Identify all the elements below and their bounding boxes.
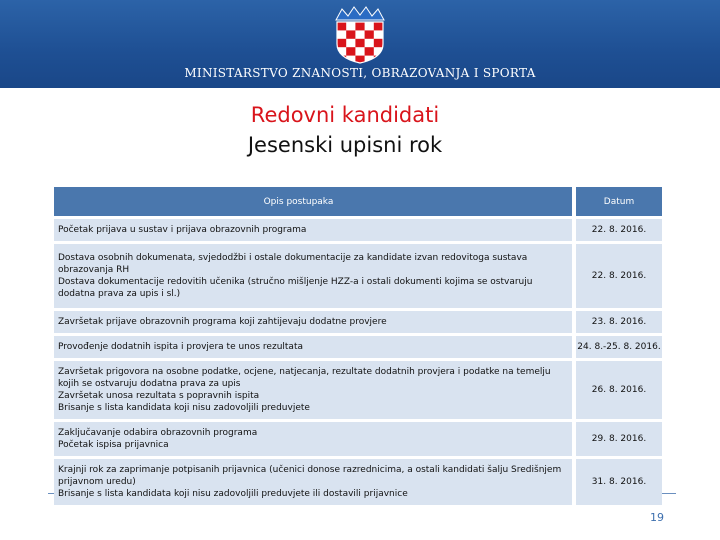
table-row — [54, 459, 662, 505]
row-description — [54, 422, 572, 456]
description-line: Brisanje s lista kandidata koji nisu zadovoljili preduvjete — [58, 403, 310, 413]
table-header-row — [54, 187, 662, 216]
description-line: dodatna prava za upis i sl.) — [58, 289, 181, 299]
description-line: Zaključavanje odabira obrazovnih programa — [58, 428, 258, 438]
croatian-coat-of-arms-icon — [333, 6, 387, 64]
description-line: prijavnom uredu) — [58, 477, 136, 487]
description-line: Završetak unosa rezultata s popravnih ispita — [58, 391, 260, 401]
description-line: obrazovanja RH — [58, 265, 130, 275]
schedule-table — [54, 184, 662, 508]
row-description — [54, 336, 572, 358]
table-row — [54, 244, 662, 308]
row-date: 22. 8. 2016. — [576, 244, 662, 308]
description-line: Završetak prijave obrazovnih programa koji zahtijevaju dodatne provjere — [58, 317, 387, 327]
title-line-1: Redovni kandidati — [250, 103, 440, 127]
header-date: Datum — [576, 187, 662, 216]
page-number: 19 — [650, 511, 664, 524]
ministry-name: MINISTARSTVO ZNANOSTI, OBRAZOVANJA I SPORTA — [184, 66, 536, 80]
description-line: kojih se ostvaruju dodatna prava za upis — [58, 379, 241, 389]
description-line: Brisanje s lista kandidata koji nisu zadovoljili preduvjete ili dostavili prijavnice — [58, 489, 408, 499]
table-row — [54, 311, 662, 333]
row-date: 23. 8. 2016. — [576, 311, 662, 333]
description-line: Početak prijava u sustav i prijava obrazovnih programa — [58, 225, 307, 235]
row-description — [54, 459, 572, 505]
table-row — [54, 336, 662, 358]
description-line: Početak ispisa prijavnica — [58, 440, 169, 450]
row-description — [54, 244, 572, 308]
row-description — [54, 361, 572, 419]
description-line: Provođenje dodatnih ispita i provjera te unos rezultata — [58, 342, 303, 352]
description-line: Završetak prigovora na osobne podatke, ocjene, natjecanja, rezultate dodatnih provjera i podatke na temelju — [58, 367, 551, 377]
header-description: Opis postupaka — [54, 187, 572, 216]
row-description — [54, 311, 572, 333]
table-row — [54, 219, 662, 241]
slide-title — [0, 100, 690, 160]
row-date: 29. 8. 2016. — [576, 422, 662, 456]
title-line-2: Jesenski upisni rok — [247, 133, 443, 157]
table-row — [54, 361, 662, 419]
row-date: 26. 8. 2016. — [576, 361, 662, 419]
row-description — [54, 219, 572, 241]
table-row — [54, 422, 662, 456]
row-date: 31. 8. 2016. — [576, 459, 662, 505]
row-date: 22. 8. 2016. — [576, 219, 662, 241]
description-line: Dostava osobnih dokumenata, svjedodžbi i ostale dokumentacije za kandidate izvan redovitoga sustava — [58, 253, 528, 263]
row-date: 24. 8.-25. 8. 2016. — [576, 336, 662, 358]
description-line: Dostava dokumentacije redovitih učenika (stručno mišljenje HZZ-a i ostali dokumenti kojima se ostvaruju — [58, 277, 533, 287]
ministry-header-banner — [0, 0, 720, 88]
description-line: Krajnji rok za zaprimanje potpisanih prijavnica (učenici donose razrednicima, a ostali kandidati šalju Središnjem — [58, 465, 562, 475]
